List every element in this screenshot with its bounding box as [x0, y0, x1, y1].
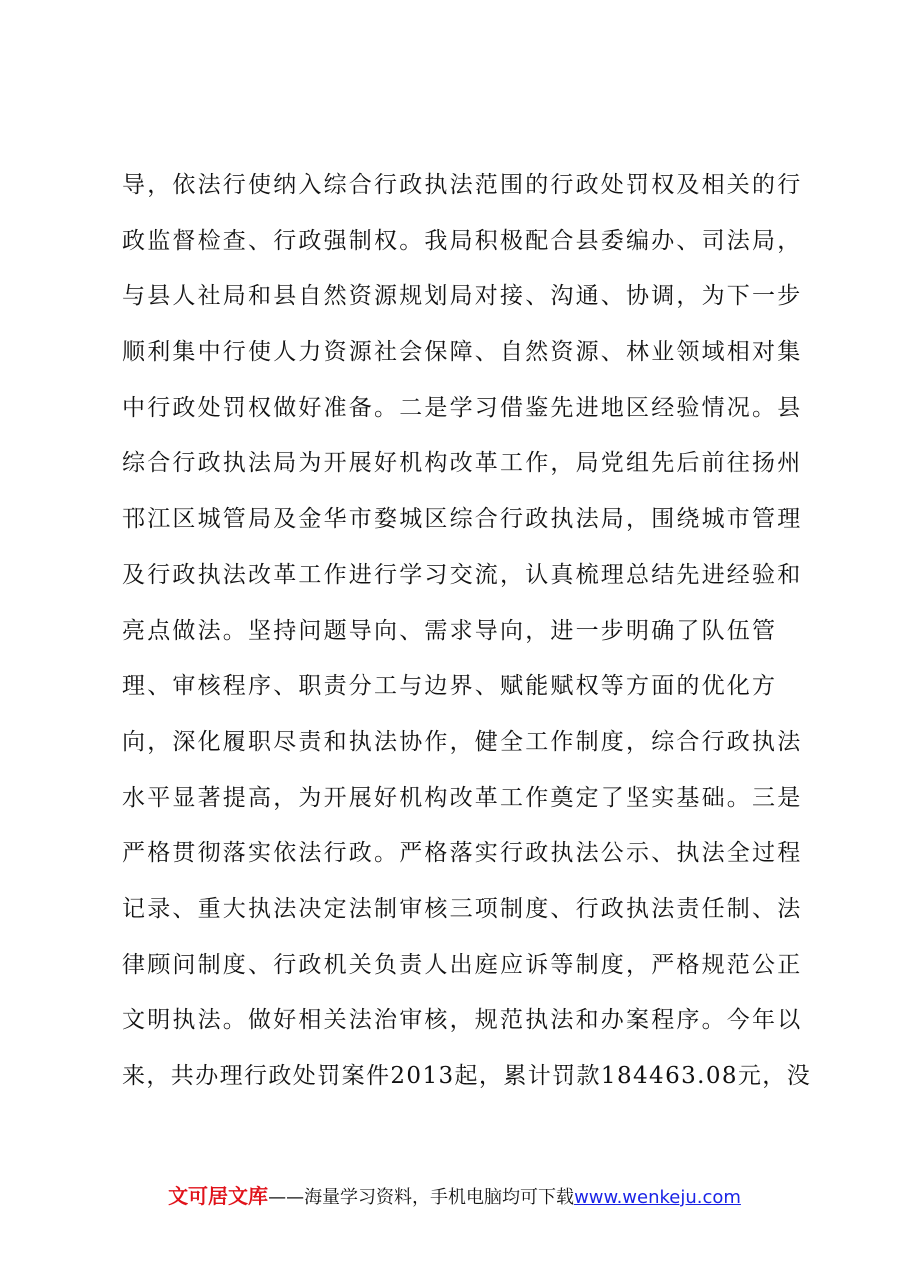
website-link[interactable]: www.wenkeju.com [574, 1187, 741, 1208]
footer [0, 1180, 909, 1209]
text-line: 邗江区城管局及金华市婺城区综合行政执法局，围绕城市管理 [122, 506, 803, 533]
text-line: 顺利集中行使人力资源社会保障、自然资源、林业领域相对集 [122, 339, 803, 366]
text-line: 导，依法行使纳入综合行政执法范围的行政处罚权及相关的行 [122, 172, 803, 198]
text-line: 律顾问制度、行政机关负责人出庭应诉等制度，严格规范公正 [122, 951, 803, 978]
text-line: 水平显著提高，为开展好机构改革工作奠定了坚实基础。三是 [122, 784, 803, 811]
text-line: 政监督检查、行政强制权。我局积极配合县委编办、司法局， [122, 227, 803, 254]
brand-name: 文可居文库 [168, 1184, 269, 1208]
footer-tagline: ——海量学习资料，手机电脑均可下载 [268, 1187, 575, 1208]
text-line: 综合行政执法局为开展好机构改革工作，局党组先后前往扬州 [122, 450, 803, 477]
text-line: 与县人社局和县自然资源规划局对接、沟通、协调，为下一步 [122, 283, 803, 310]
text-line: 记录、重大执法决定法制审核三项制度、行政执法责任制、法 [122, 895, 803, 922]
text-line: 向，深化履职尽责和执法协作，健全工作制度，综合行政执法 [122, 728, 803, 755]
text-line: 严格贯彻落实依法行政。严格落实行政执法公示、执法全过程 [122, 840, 803, 867]
body-text [122, 158, 812, 1105]
text-line: 及行政执法改革工作进行学习交流，认真梳理总结先进经验和 [122, 561, 803, 588]
text-line: 文明执法。做好相关法治审核，规范执法和办案程序。今年以 [122, 1007, 803, 1034]
text-line: 中行政处罚权做好准备。二是学习借鉴先进地区经验情况。县 [122, 394, 803, 421]
text-line: 来，共办理行政处罚案件2013起，累计罚款184463.08元，没 [122, 1063, 812, 1089]
text-line: 亮点做法。坚持问题导向、需求导向，进一步明确了队伍管 [122, 617, 778, 644]
text-line: 理、审核程序、职责分工与边界、赋能赋权等方面的优化方 [122, 673, 778, 700]
